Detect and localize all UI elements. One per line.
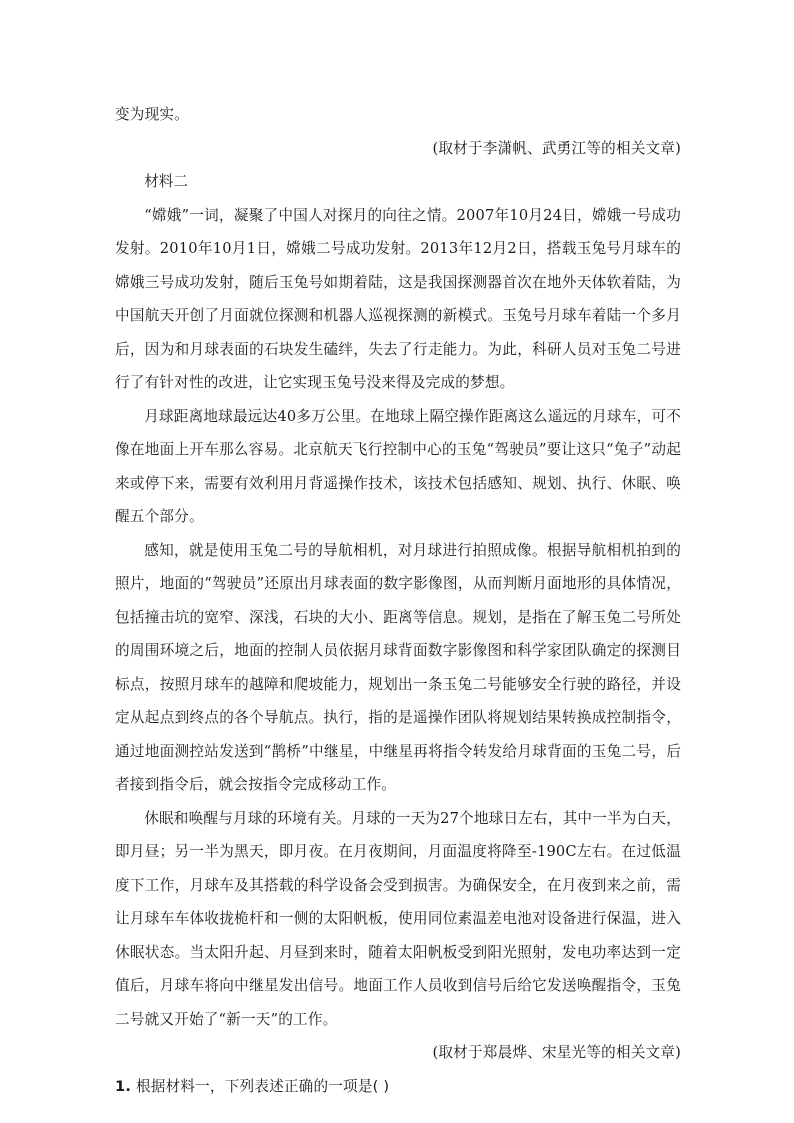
paragraph-remote-operation: 月球距离地球最远达40多万公里。在地球上隔空操作距离这么遥远的月球车，可不像在地面上开车那么容易。北京航天飞行控制中心的玉兔“驾驶员”要让这只“兔子”动起来或停下来，需要有效利用月背遥操作技术，该技术包括感知、规划、执行、休眠、唤醒五个部分。 — [115, 407, 681, 525]
paragraph-perception-planning: 感知，就是使用玉兔二号的导航相机，对月球进行拍照成像。根据导航相机拍到的照片，地面的“驾驶员”还原出月球表面的数字影像图，从而判断月面地形的具体情况，包括撞击坑的宽窄、深浅，石块的大小、距离等信息。规划，是指在了解玉兔二号所处的周围环境之后，地面的控制人员依据月球背面数字影像图和科学家团队确定的探测目标点，按照月球车的越障和爬坡能力，规划出一条玉兔二号能够安全行驶的路径，并设定从起点到终点的各个导航点。执行，指的是遥操作团队将规划结果转换成控制指令，通过地面测控站发送到“鹊桥”中继星，中继星再将指令转发给月球背面的玉兔二号，后者接到指令后，就会按指令完成移动工作。 — [115, 541, 681, 793]
paragraph-chang-e-history: “嫦娥”一词，凝聚了中国人对探月的向往之情。2007年10月24日，嫦娥一号成功发射。2010年10月1日，嫦娥二号成功发射。2013年12月2日，搭载玉兔号月球车的嫦娥三号成功发射，随后玉兔号如期着陆，这是我国探测器首次在地外天体软着陆，为中国航天开创了月面就位探测和机器人巡视探测的新模式。玉兔号月球车着陆一个多月后，因为和月球表面的石块发生磕绊，失去了行走能力。为此，科研人员对玉兔二号进行了有针对性的改进，让它实现玉兔号没来得及完成的梦想。 — [115, 206, 681, 391]
material-2-heading: 材料二 — [144, 173, 188, 190]
source-citation-1: (取材于李潇帆、武勇江等的相关文章) — [432, 139, 681, 157]
paragraph-sleep-wake: 休眠和唤醒与月球的环境有关。月球的一天为27个地球日左右，其中一半为白天，即月昼；另一半为黑天，即月夜。在月夜期间，月面温度将降至-190C左右。在过低温度下工作，月球车及其搭载的科学设备会受到损害。为确保安全，在月夜到来之前，需让月球车车体收拢桅杆和一侧的太阳帆板，使用同位素温差电池对设备进行保温，进入休眠状态。当太阳升起、月昼到来时，随着太阳帆板受到阳光照射，发电功率达到一定值后，月球车将向中继星发出信号。地面工作人员收到信号后给它发送唤醒指令，玉兔二号就又开始了“新一天”的工作。 — [115, 809, 681, 1028]
source-citation-2: (取材于郑晨烨、宋星光等的相关文章) — [432, 1044, 681, 1061]
question-1-number: 1. — [115, 1077, 132, 1095]
question-1-text: 根据材料一，下列表述正确的一项是( ) — [131, 1077, 390, 1095]
continuation-text: 变为现实。 — [115, 106, 189, 123]
document-body — [115, 98, 681, 1103]
question-1 — [115, 1070, 681, 1104]
